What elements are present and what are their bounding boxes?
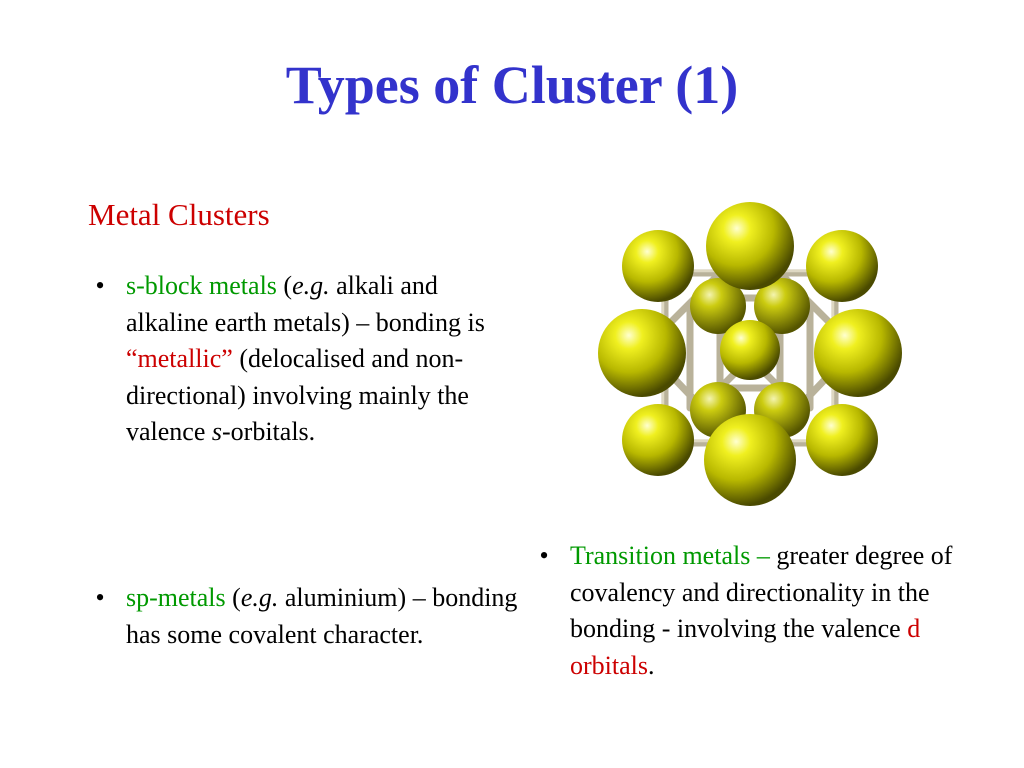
atom-left [598,309,686,397]
bullet-marker: • [95,271,105,300]
s-block-term: s-block metals [126,271,277,300]
bullet-marker: • [95,583,105,612]
text-fragment: ( [225,583,241,612]
atom-top [706,202,794,290]
metal-cluster-image [590,198,910,518]
s-orbital-letter: s [211,417,223,446]
text-fragment: -orbitals. [222,417,316,446]
metallic-term: “metallic” [126,344,233,373]
atom [806,230,878,302]
text-fragment: greater degree of covalency and directionality in the bonding - involving the valence [570,541,953,643]
atom-right [814,309,902,397]
sp-metals-term: sp-metals [126,583,226,612]
bullet-sp-metals [88,580,546,653]
section-heading: Metal Clusters [88,197,270,232]
atom [622,230,694,302]
atom [806,404,878,476]
slide-title: Types of Cluster (1) [285,55,739,115]
text-fragment: ( [276,271,293,300]
text-fragment: alkali and alkaline earth metals) – bonding is [126,271,485,337]
bullet-transition-metals [532,538,990,684]
eg-text: e.g. [240,583,279,612]
bullet-marker: • [539,541,549,570]
atom-bottom [704,414,796,506]
atom-center [720,320,780,380]
text-fragment: . [648,650,655,680]
eg-text: e.g. [292,271,330,300]
atom [622,404,694,476]
d-orbitals-term: d orbitals [570,614,921,680]
bullet-s-block-metals [88,268,526,451]
transition-metals-term: Transition metals – [570,541,770,570]
text-fragment: aluminium) – bonding has some covalent character. [126,583,518,649]
text-fragment: (delocalised and non-directional) involving mainly the valence [126,344,469,446]
